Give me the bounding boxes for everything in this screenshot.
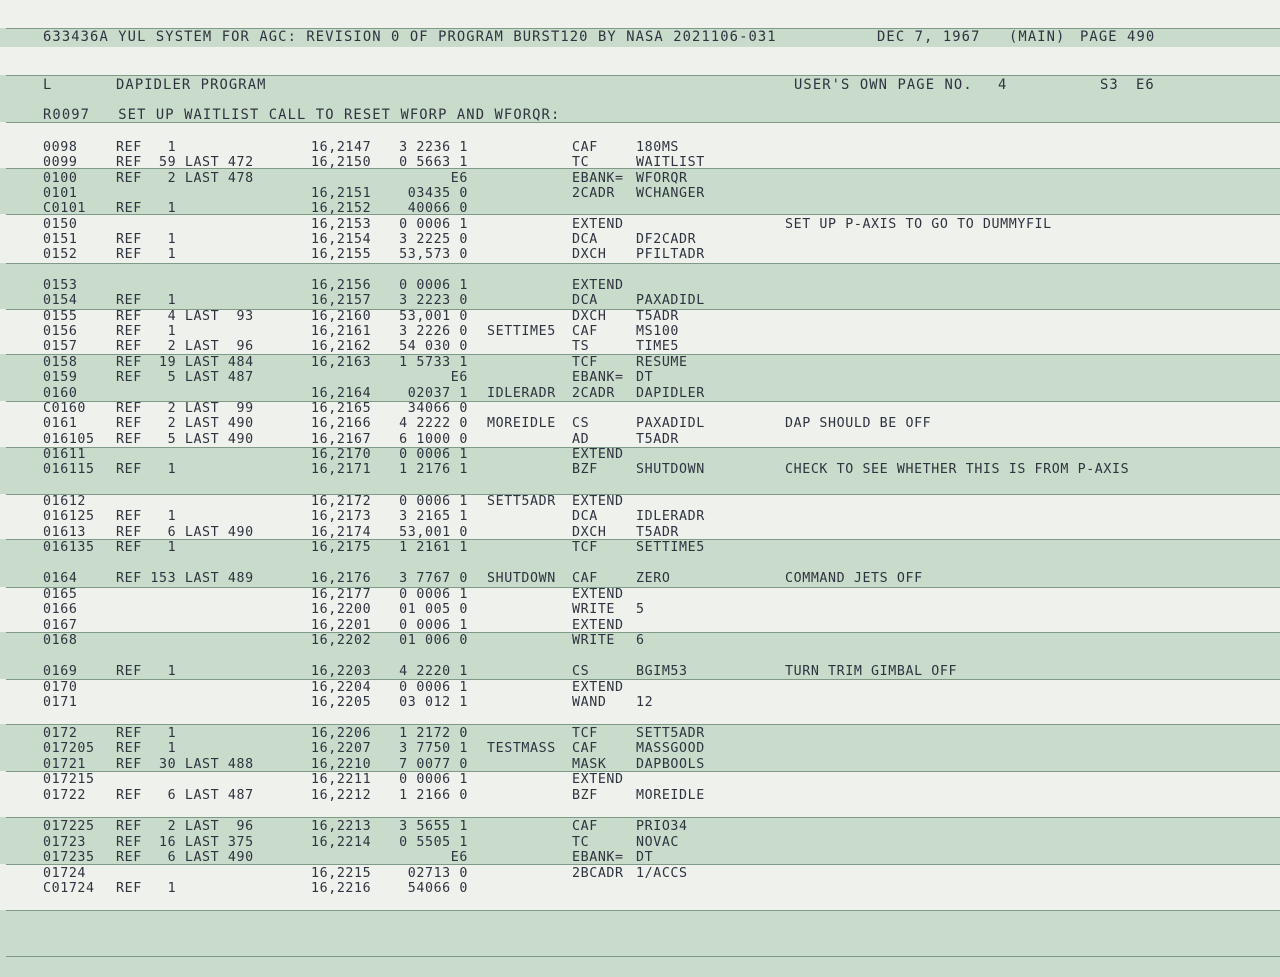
listing-octal-word: E6 bbox=[450, 850, 468, 865]
listing-opcode: 2CADR bbox=[572, 186, 616, 201]
listing-operand: WCHANGER bbox=[636, 186, 705, 201]
listing-address: 16,2160 bbox=[311, 309, 372, 324]
listing-address: 16,2157 bbox=[311, 293, 372, 308]
listing-line-number: 01723 bbox=[43, 835, 87, 850]
listing-address: 16,2167 bbox=[311, 432, 372, 447]
listing-operand: SHUTDOWN bbox=[636, 462, 705, 477]
listing-line-number: 0157 bbox=[43, 339, 78, 354]
listing-octal-word: 3 2236 1 bbox=[399, 140, 468, 155]
listing-section: (MAIN) bbox=[1009, 29, 1066, 45]
listing-octal-word: 01 005 0 bbox=[399, 602, 468, 617]
listing-operand: PAXADIDL bbox=[636, 293, 705, 308]
listing-octal-word: 0 0006 1 bbox=[399, 618, 468, 633]
listing-operand: DAPIDLER bbox=[636, 386, 705, 401]
listing-line-number: 017215 bbox=[43, 772, 95, 787]
listing-line-number: 017225 bbox=[43, 819, 95, 834]
listing-operand: TIME5 bbox=[636, 339, 680, 354]
listing-opcode: TCF bbox=[572, 355, 598, 370]
listing-line-number: 01613 bbox=[43, 525, 87, 540]
listing-operand: PFILTADR bbox=[636, 247, 705, 262]
listing-ref-info: REF 6 LAST 490 bbox=[116, 525, 254, 540]
page-number: PAGE 490 bbox=[1080, 29, 1156, 45]
listing-comment: DAP SHOULD BE OFF bbox=[785, 416, 932, 431]
listing-opcode: DCA bbox=[572, 293, 598, 308]
listing-opcode: CAF bbox=[572, 324, 598, 339]
listing-address: 16,2154 bbox=[311, 232, 372, 247]
listing-ref-info: REF 2 LAST 96 bbox=[116, 339, 254, 354]
program-name: DAPIDLER PROGRAM bbox=[116, 77, 267, 93]
listing-line-number: 0153 bbox=[43, 278, 78, 293]
listing-ref-info: REF 1 bbox=[116, 324, 177, 339]
listing-address: 16,2205 bbox=[311, 695, 372, 710]
listing-octal-word: 3 2223 0 bbox=[399, 293, 468, 308]
listing-ref-info: REF 16 LAST 375 bbox=[116, 835, 254, 850]
listing-opcode: EXTEND bbox=[572, 278, 624, 293]
listing-opcode: AD bbox=[572, 432, 590, 447]
listing-label: TESTMASS bbox=[487, 741, 556, 756]
listing-opcode: WAND bbox=[572, 695, 607, 710]
listing-line-number: 0150 bbox=[43, 217, 78, 232]
listing-octal-word: 0 0006 1 bbox=[399, 278, 468, 293]
listing-opcode: CAF bbox=[572, 571, 598, 586]
listing-label: SETTIME5 bbox=[487, 324, 556, 339]
listing-ref-info: REF 4 LAST 93 bbox=[116, 309, 254, 324]
listing-address: 16,2201 bbox=[311, 618, 372, 633]
listing-ref-info: REF 2 LAST 478 bbox=[116, 171, 254, 186]
listing-ref-info: REF 2 LAST 490 bbox=[116, 416, 254, 431]
listing-opcode: DCA bbox=[572, 509, 598, 524]
listing-address: 16,2161 bbox=[311, 324, 372, 339]
listing-address: 16,2212 bbox=[311, 788, 372, 803]
listing-operand: PRIO34 bbox=[636, 819, 688, 834]
listing-octal-word: E6 bbox=[450, 370, 468, 385]
listing-octal-word: 3 2225 0 bbox=[399, 232, 468, 247]
listing-operand: WAITLIST bbox=[636, 155, 705, 170]
listing-opcode: CS bbox=[572, 664, 590, 679]
listing-operand: DF2CADR bbox=[636, 232, 697, 247]
listing-octal-word: 0 5663 1 bbox=[399, 155, 468, 170]
listing-opcode: MASK bbox=[572, 757, 607, 772]
listing-label: MOREIDLE bbox=[487, 416, 556, 431]
listing-operand: PAXADIDL bbox=[636, 416, 705, 431]
listing-address: 16,2202 bbox=[311, 633, 372, 648]
listing-operand: 180MS bbox=[636, 140, 680, 155]
listing-octal-word: 0 0006 1 bbox=[399, 494, 468, 509]
listing-opcode: WRITE bbox=[572, 633, 616, 648]
listing-line-number: 016125 bbox=[43, 509, 95, 524]
listing-octal-word: 7 0077 0 bbox=[399, 757, 468, 772]
listing-address: 16,2216 bbox=[311, 881, 372, 896]
listing-octal-word: 0 0006 1 bbox=[399, 587, 468, 602]
listing-opcode: BZF bbox=[572, 462, 598, 477]
listing-line-number: 0100 bbox=[43, 171, 78, 186]
listing-line-number: 017205 bbox=[43, 741, 95, 756]
listing-line-number: 0101 bbox=[43, 186, 78, 201]
listing-octal-word: 0 0006 1 bbox=[399, 772, 468, 787]
listing-address: 16,2152 bbox=[311, 201, 372, 216]
listing-address: 16,2177 bbox=[311, 587, 372, 602]
paper-rule bbox=[6, 956, 1280, 957]
listing-ref-info: REF 1 bbox=[116, 462, 177, 477]
listing-operand: 5 bbox=[636, 602, 645, 617]
listing-operand: SETT5ADR bbox=[636, 726, 705, 741]
listing-opcode: 2CADR bbox=[572, 386, 616, 401]
listing-line-number: 01724 bbox=[43, 866, 87, 881]
listing-ref-info: REF 1 bbox=[116, 293, 177, 308]
listing-octal-word: 03 012 1 bbox=[399, 695, 468, 710]
listing-line-number: 0164 bbox=[43, 571, 78, 586]
listing-line-number: 017235 bbox=[43, 850, 95, 865]
listing-opcode: TC bbox=[572, 835, 590, 850]
listing-label: SETT5ADR bbox=[487, 494, 556, 509]
listing-octal-word: 53,573 0 bbox=[399, 247, 468, 262]
listing-operand: BGIM53 bbox=[636, 664, 688, 679]
listing-opcode: WRITE bbox=[572, 602, 616, 617]
listing-octal-word: 03435 0 bbox=[407, 186, 468, 201]
listing-address: 16,2210 bbox=[311, 757, 372, 772]
listing-line-number: 0156 bbox=[43, 324, 78, 339]
listing-ref-info: REF 6 LAST 487 bbox=[116, 788, 254, 803]
listing-octal-word: E6 bbox=[450, 171, 468, 186]
paper-rule bbox=[6, 724, 1280, 725]
listing-octal-word: 02037 1 bbox=[407, 386, 468, 401]
listing-address: 16,2166 bbox=[311, 416, 372, 431]
users-page-number: 4 bbox=[998, 77, 1008, 93]
listing-operand: MASSGOOD bbox=[636, 741, 705, 756]
listing-octal-word: 0 5505 1 bbox=[399, 835, 468, 850]
listing-address: 16,2163 bbox=[311, 355, 372, 370]
listing-operand: ZERO bbox=[636, 571, 671, 586]
listing-operand: DT bbox=[636, 850, 654, 865]
listing-line-number: C01724 bbox=[43, 881, 95, 896]
listing-octal-word: 1 5733 1 bbox=[399, 355, 468, 370]
paper-rule bbox=[6, 263, 1280, 264]
listing-line-number: 0151 bbox=[43, 232, 78, 247]
listing-opcode: TS bbox=[572, 339, 590, 354]
listing-line-number: 0171 bbox=[43, 695, 78, 710]
listing-octal-word: 0 0006 1 bbox=[399, 217, 468, 232]
paper-rule bbox=[6, 75, 1280, 76]
listing-address: 16,2215 bbox=[311, 866, 372, 881]
listing-line-number: 016135 bbox=[43, 540, 95, 555]
listing-opcode: TC bbox=[572, 155, 590, 170]
listing-line-number: 0155 bbox=[43, 309, 78, 324]
listing-ref-info: REF 1 bbox=[116, 232, 177, 247]
listing-ref-info: REF 5 LAST 490 bbox=[116, 432, 254, 447]
greenbar-stripe bbox=[0, 910, 1280, 977]
paper-rule bbox=[6, 679, 1280, 680]
listing-octal-word: 3 7767 0 bbox=[399, 571, 468, 586]
listing-address: 16,2204 bbox=[311, 680, 372, 695]
listing-address: 16,2214 bbox=[311, 835, 372, 850]
listing-opcode: DXCH bbox=[572, 309, 607, 324]
listing-operand: IDLERADR bbox=[636, 509, 705, 524]
listing-octal-word: 3 7750 1 bbox=[399, 741, 468, 756]
listing-opcode: EXTEND bbox=[572, 618, 624, 633]
listing-address: 16,2172 bbox=[311, 494, 372, 509]
listing-ref-info: REF 1 bbox=[116, 664, 177, 679]
listing-octal-word: 3 2165 1 bbox=[399, 509, 468, 524]
listing-operand: 12 bbox=[636, 695, 654, 710]
listing-ref-info: REF 1 bbox=[116, 140, 177, 155]
listing-opcode: CS bbox=[572, 416, 590, 431]
listing-opcode: EXTEND bbox=[572, 587, 624, 602]
remark-line: R0097 SET UP WAITLIST CALL TO RESET WFORP AND WFORQR: bbox=[43, 107, 561, 123]
listing-operand: 6 bbox=[636, 633, 645, 648]
subheader-code: L bbox=[43, 77, 53, 93]
listing-octal-word: 53,001 0 bbox=[399, 525, 468, 540]
listing-line-number: 016115 bbox=[43, 462, 95, 477]
listing-opcode: DCA bbox=[572, 232, 598, 247]
listing-opcode: EXTEND bbox=[572, 680, 624, 695]
listing-opcode: EBANK= bbox=[572, 171, 624, 186]
listing-line-number: 0167 bbox=[43, 618, 78, 633]
listing-comment: CHECK TO SEE WHETHER THIS IS FROM P-AXIS bbox=[785, 462, 1130, 477]
users-page-label: USER'S OWN PAGE NO. bbox=[794, 77, 973, 93]
listing-line-number: 01612 bbox=[43, 494, 87, 509]
section-s3: S3 bbox=[1100, 77, 1119, 93]
listing-ref-info: REF 2 LAST 96 bbox=[116, 819, 254, 834]
listing-line-number: 0160 bbox=[43, 386, 78, 401]
listing-opcode: TCF bbox=[572, 540, 598, 555]
listing-line-number: 01722 bbox=[43, 788, 87, 803]
listing-operand: SETTIME5 bbox=[636, 540, 705, 555]
listing-operand: MS100 bbox=[636, 324, 680, 339]
listing-opcode: CAF bbox=[572, 140, 598, 155]
listing-ref-info: REF 1 bbox=[116, 726, 177, 741]
listing-line-number: 01721 bbox=[43, 757, 87, 772]
listing-operand: DT bbox=[636, 370, 654, 385]
listing-line-number: C0160 bbox=[43, 401, 87, 416]
listing-opcode: TCF bbox=[572, 726, 598, 741]
listing-operand: T5ADR bbox=[636, 525, 680, 540]
listing-comment: SET UP P-AXIS TO GO TO DUMMYFIL bbox=[785, 217, 1052, 232]
listing-operand: T5ADR bbox=[636, 432, 680, 447]
listing-address: 16,2203 bbox=[311, 664, 372, 679]
listing-address: 16,2153 bbox=[311, 217, 372, 232]
listing-address: 16,2173 bbox=[311, 509, 372, 524]
listing-comment: COMMAND JETS OFF bbox=[785, 571, 923, 586]
listing-line-number: 0166 bbox=[43, 602, 78, 617]
listing-address: 16,2151 bbox=[311, 186, 372, 201]
listing-date: DEC 7, 1967 bbox=[877, 29, 981, 45]
listing-opcode: EXTEND bbox=[572, 494, 624, 509]
listing-opcode: EXTEND bbox=[572, 447, 624, 462]
listing-address: 16,2206 bbox=[311, 726, 372, 741]
listing-octal-word: 4 2220 1 bbox=[399, 664, 468, 679]
listing-octal-word: 0 0006 1 bbox=[399, 680, 468, 695]
listing-title: 633436A YUL SYSTEM FOR AGC: REVISION 0 OF PROGRAM BURST120 BY NASA 2021106-031 bbox=[43, 29, 777, 45]
listing-address: 16,2207 bbox=[311, 741, 372, 756]
listing-operand: RESUME bbox=[636, 355, 688, 370]
listing-opcode: EBANK= bbox=[572, 850, 624, 865]
listing-octal-word: 01 006 0 bbox=[399, 633, 468, 648]
listing-operand: NOVAC bbox=[636, 835, 680, 850]
listing-address: 16,2162 bbox=[311, 339, 372, 354]
listing-ref-info: REF 5 LAST 487 bbox=[116, 370, 254, 385]
listing-operand: MOREIDLE bbox=[636, 788, 705, 803]
listing-address: 16,2156 bbox=[311, 278, 372, 293]
listing-line-number: 0152 bbox=[43, 247, 78, 262]
listing-octal-word: 02713 0 bbox=[407, 866, 468, 881]
listing-octal-word: 40066 0 bbox=[407, 201, 468, 216]
listing-octal-word: 1 2166 0 bbox=[399, 788, 468, 803]
listing-line-number: C0101 bbox=[43, 201, 87, 216]
paper-rule bbox=[6, 587, 1280, 588]
listing-line-number: 0168 bbox=[43, 633, 78, 648]
listing-address: 16,2176 bbox=[311, 571, 372, 586]
listing-octal-word: 1 2161 1 bbox=[399, 540, 468, 555]
listing-address: 16,2155 bbox=[311, 247, 372, 262]
paper-rule bbox=[6, 214, 1280, 215]
listing-ref-info: REF 19 LAST 484 bbox=[116, 355, 254, 370]
listing-octal-word: 0 0006 1 bbox=[399, 447, 468, 462]
listing-octal-word: 54066 0 bbox=[407, 881, 468, 896]
listing-line-number: 0099 bbox=[43, 155, 78, 170]
listing-ref-info: REF 1 bbox=[116, 247, 177, 262]
listing-address: 16,2164 bbox=[311, 386, 372, 401]
listing-operand: T5ADR bbox=[636, 309, 680, 324]
listing-line-number: 0158 bbox=[43, 355, 78, 370]
paper-rule bbox=[6, 910, 1280, 911]
listing-line-number: 0170 bbox=[43, 680, 78, 695]
listing-operand: 1/ACCS bbox=[636, 866, 688, 881]
listing-label: IDLERADR bbox=[487, 386, 556, 401]
listing-ref-info: REF 1 bbox=[116, 509, 177, 524]
listing-octal-word: 3 5655 1 bbox=[399, 819, 468, 834]
listing-ref-info: REF 1 bbox=[116, 741, 177, 756]
listing-ref-info: REF 153 LAST 489 bbox=[116, 571, 254, 586]
listing-ref-info: REF 2 LAST 99 bbox=[116, 401, 254, 416]
listing-ref-info: REF 1 bbox=[116, 540, 177, 555]
listing-octal-word: 6 1000 0 bbox=[399, 432, 468, 447]
paper-rule bbox=[6, 817, 1280, 818]
listing-address: 16,2170 bbox=[311, 447, 372, 462]
listing-octal-word: 53,001 0 bbox=[399, 309, 468, 324]
listing-opcode: CAF bbox=[572, 819, 598, 834]
listing-comment: TURN TRIM GIMBAL OFF bbox=[785, 664, 958, 679]
listing-line-number: 0161 bbox=[43, 416, 78, 431]
listing-address: 16,2171 bbox=[311, 462, 372, 477]
listing-line-number: 0159 bbox=[43, 370, 78, 385]
listing-address: 16,2150 bbox=[311, 155, 372, 170]
listing-opcode: DXCH bbox=[572, 247, 607, 262]
listing-opcode: DXCH bbox=[572, 525, 607, 540]
listing-octal-word: 3 2226 0 bbox=[399, 324, 468, 339]
listing-ref-info: REF 1 bbox=[116, 881, 177, 896]
paper-rule bbox=[6, 494, 1280, 495]
listing-octal-word: 1 2172 0 bbox=[399, 726, 468, 741]
listing-address: 16,2147 bbox=[311, 140, 372, 155]
listing-ref-info: REF 1 bbox=[116, 201, 177, 216]
listing-line-number: 0154 bbox=[43, 293, 78, 308]
listing-octal-word: 4 2222 0 bbox=[399, 416, 468, 431]
listing-line-number: 0169 bbox=[43, 664, 78, 679]
listing-line-number: 0165 bbox=[43, 587, 78, 602]
listing-line-number: 016105 bbox=[43, 432, 95, 447]
listing-address: 16,2175 bbox=[311, 540, 372, 555]
listing-line-number: 01611 bbox=[43, 447, 87, 462]
listing-ref-info: REF 59 LAST 472 bbox=[116, 155, 254, 170]
bank-e6: E6 bbox=[1136, 77, 1155, 93]
listing-opcode: EXTEND bbox=[572, 772, 624, 787]
listing-octal-word: 1 2176 1 bbox=[399, 462, 468, 477]
listing-opcode: 2BCADR bbox=[572, 866, 624, 881]
listing-opcode: BZF bbox=[572, 788, 598, 803]
listing-opcode: EXTEND bbox=[572, 217, 624, 232]
listing-ref-info: REF 6 LAST 490 bbox=[116, 850, 254, 865]
listing-operand: WFORQR bbox=[636, 171, 688, 186]
listing-line-number: 0172 bbox=[43, 726, 78, 741]
listing-line-number: 0098 bbox=[43, 140, 78, 155]
listing-operand: DAPBOOLS bbox=[636, 757, 705, 772]
paper-rule bbox=[6, 447, 1280, 448]
listing-octal-word: 54 030 0 bbox=[399, 339, 468, 354]
listing-opcode: EBANK= bbox=[572, 370, 624, 385]
listing-address: 16,2211 bbox=[311, 772, 372, 787]
listing-address: 16,2213 bbox=[311, 819, 372, 834]
listing-opcode: CAF bbox=[572, 741, 598, 756]
listing-octal-word: 34066 0 bbox=[407, 401, 468, 416]
listing-address: 16,2165 bbox=[311, 401, 372, 416]
listing-label: SHUTDOWN bbox=[487, 571, 556, 586]
listing-address: 16,2200 bbox=[311, 602, 372, 617]
listing-ref-info: REF 30 LAST 488 bbox=[116, 757, 254, 772]
listing-address: 16,2174 bbox=[311, 525, 372, 540]
